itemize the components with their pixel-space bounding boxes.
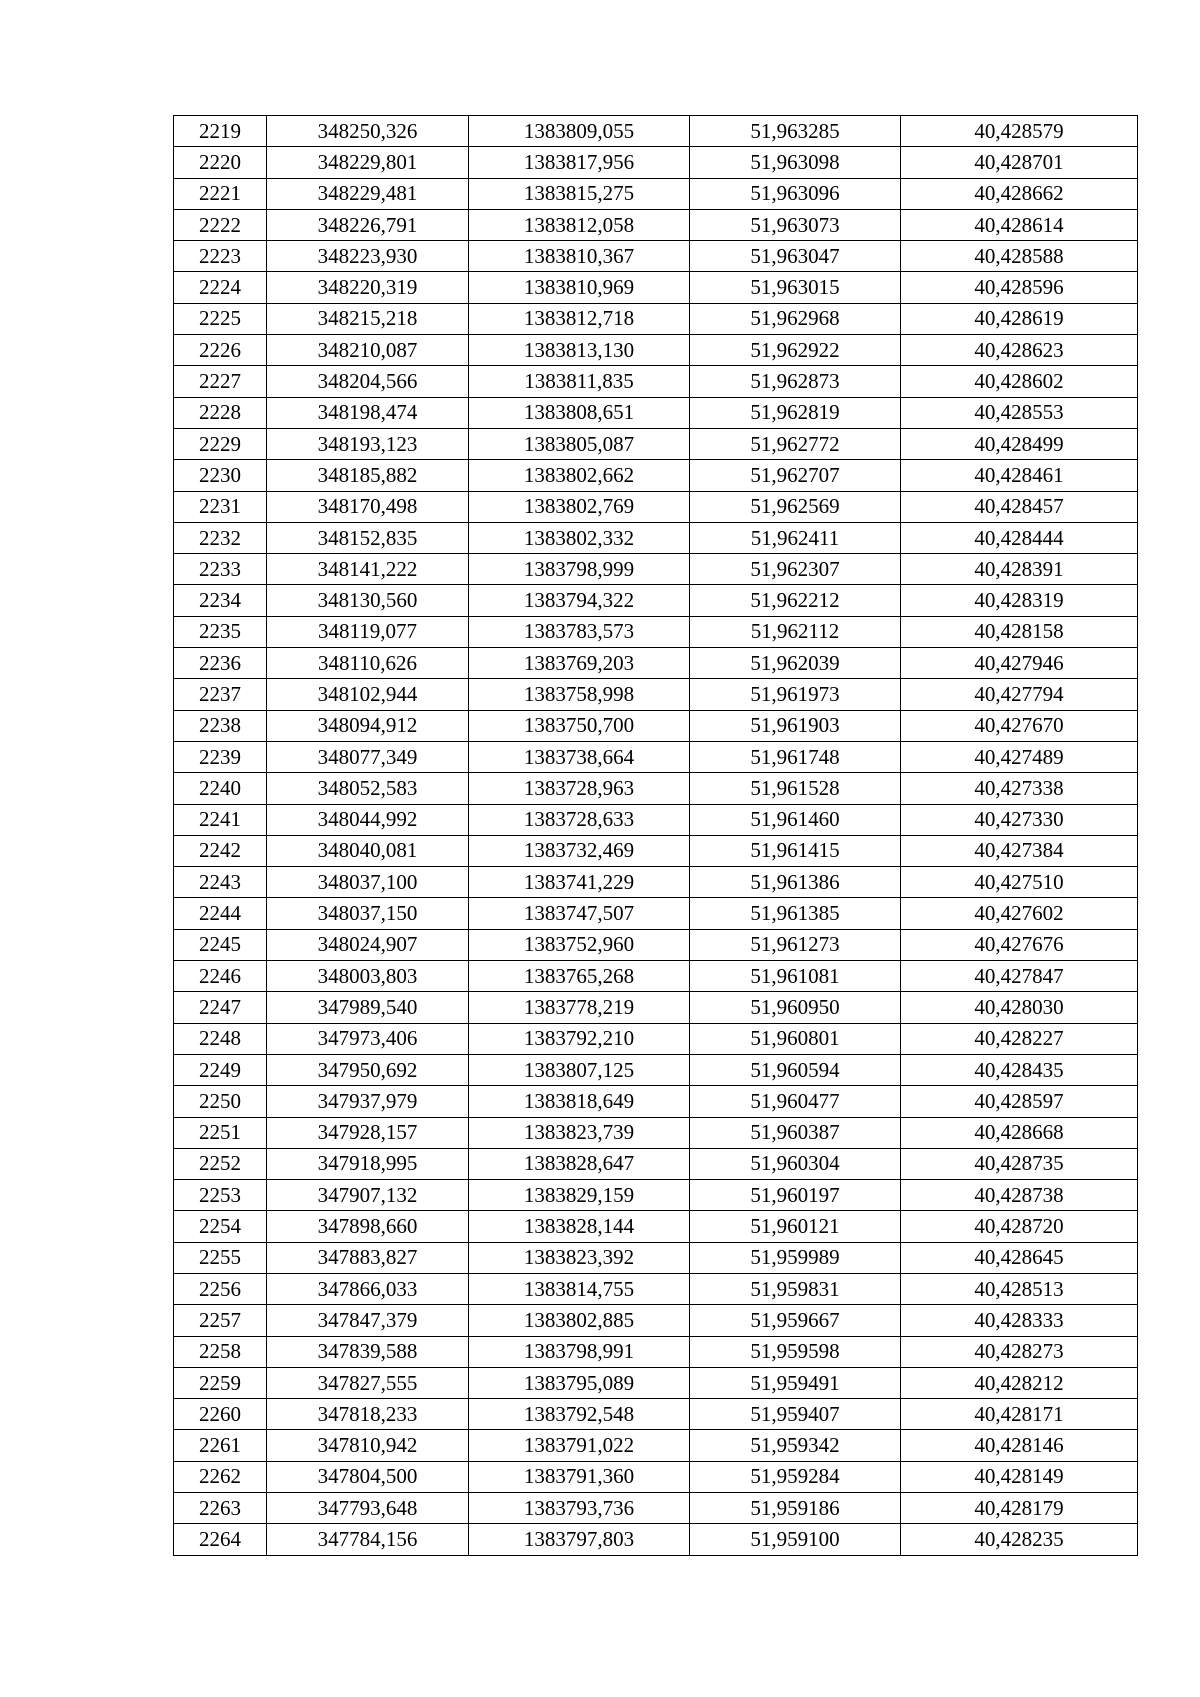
latitude-cell: 51,963073 bbox=[690, 209, 901, 240]
point-number-cell: 2232 bbox=[174, 522, 267, 553]
coordinates-table bbox=[173, 115, 1138, 1556]
longitude-cell: 40,427794 bbox=[901, 679, 1138, 710]
longitude-cell: 40,428588 bbox=[901, 241, 1138, 272]
x-coordinate-cell: 348198,474 bbox=[267, 397, 469, 428]
latitude-cell: 51,962411 bbox=[690, 522, 901, 553]
y-coordinate-cell: 1383791,360 bbox=[469, 1461, 690, 1492]
latitude-cell: 51,961903 bbox=[690, 710, 901, 741]
x-coordinate-cell: 347810,942 bbox=[267, 1430, 469, 1461]
point-number-cell: 2252 bbox=[174, 1148, 267, 1179]
x-coordinate-cell: 348102,944 bbox=[267, 679, 469, 710]
longitude-cell: 40,428701 bbox=[901, 147, 1138, 178]
table-row bbox=[174, 710, 1138, 741]
point-number-cell: 2222 bbox=[174, 209, 267, 240]
table-row bbox=[174, 1430, 1138, 1461]
longitude-cell: 40,428738 bbox=[901, 1180, 1138, 1211]
point-number-cell: 2242 bbox=[174, 835, 267, 866]
y-coordinate-cell: 1383798,999 bbox=[469, 554, 690, 585]
y-coordinate-cell: 1383793,736 bbox=[469, 1493, 690, 1524]
table-row bbox=[174, 648, 1138, 679]
table-row bbox=[174, 1117, 1138, 1148]
latitude-cell: 51,959989 bbox=[690, 1242, 901, 1273]
table-row bbox=[174, 992, 1138, 1023]
table-row bbox=[174, 1086, 1138, 1117]
longitude-cell: 40,428149 bbox=[901, 1461, 1138, 1492]
latitude-cell: 51,963285 bbox=[690, 116, 901, 147]
latitude-cell: 51,960477 bbox=[690, 1086, 901, 1117]
point-number-cell: 2226 bbox=[174, 335, 267, 366]
table-row bbox=[174, 679, 1138, 710]
point-number-cell: 2245 bbox=[174, 929, 267, 960]
longitude-cell: 40,428146 bbox=[901, 1430, 1138, 1461]
longitude-cell: 40,427489 bbox=[901, 741, 1138, 772]
x-coordinate-cell: 348130,560 bbox=[267, 585, 469, 616]
y-coordinate-cell: 1383802,885 bbox=[469, 1305, 690, 1336]
longitude-cell: 40,428623 bbox=[901, 335, 1138, 366]
latitude-cell: 51,962968 bbox=[690, 303, 901, 334]
x-coordinate-cell: 348119,077 bbox=[267, 616, 469, 647]
y-coordinate-cell: 1383828,144 bbox=[469, 1211, 690, 1242]
longitude-cell: 40,427330 bbox=[901, 804, 1138, 835]
latitude-cell: 51,962772 bbox=[690, 428, 901, 459]
y-coordinate-cell: 1383738,664 bbox=[469, 741, 690, 772]
y-coordinate-cell: 1383795,089 bbox=[469, 1367, 690, 1398]
table-row bbox=[174, 1336, 1138, 1367]
longitude-cell: 40,428179 bbox=[901, 1493, 1138, 1524]
point-number-cell: 2258 bbox=[174, 1336, 267, 1367]
x-coordinate-cell: 347804,500 bbox=[267, 1461, 469, 1492]
table-row bbox=[174, 397, 1138, 428]
x-coordinate-cell: 347973,406 bbox=[267, 1023, 469, 1054]
point-number-cell: 2223 bbox=[174, 241, 267, 272]
y-coordinate-cell: 1383823,739 bbox=[469, 1117, 690, 1148]
latitude-cell: 51,959186 bbox=[690, 1493, 901, 1524]
latitude-cell: 51,959667 bbox=[690, 1305, 901, 1336]
point-number-cell: 2238 bbox=[174, 710, 267, 741]
x-coordinate-cell: 348024,907 bbox=[267, 929, 469, 960]
point-number-cell: 2253 bbox=[174, 1180, 267, 1211]
y-coordinate-cell: 1383728,963 bbox=[469, 773, 690, 804]
longitude-cell: 40,428227 bbox=[901, 1023, 1138, 1054]
latitude-cell: 51,959100 bbox=[690, 1524, 901, 1555]
x-coordinate-cell: 348003,803 bbox=[267, 961, 469, 992]
longitude-cell: 40,428444 bbox=[901, 522, 1138, 553]
table-row bbox=[174, 303, 1138, 334]
coordinates-table-body bbox=[174, 116, 1138, 1556]
latitude-cell: 51,959342 bbox=[690, 1430, 901, 1461]
point-number-cell: 2220 bbox=[174, 147, 267, 178]
table-row bbox=[174, 241, 1138, 272]
x-coordinate-cell: 348193,123 bbox=[267, 428, 469, 459]
x-coordinate-cell: 348250,326 bbox=[267, 116, 469, 147]
y-coordinate-cell: 1383815,275 bbox=[469, 178, 690, 209]
latitude-cell: 51,960304 bbox=[690, 1148, 901, 1179]
x-coordinate-cell: 347928,157 bbox=[267, 1117, 469, 1148]
longitude-cell: 40,428668 bbox=[901, 1117, 1138, 1148]
y-coordinate-cell: 1383811,835 bbox=[469, 366, 690, 397]
table-row bbox=[174, 867, 1138, 898]
latitude-cell: 51,960387 bbox=[690, 1117, 901, 1148]
y-coordinate-cell: 1383812,718 bbox=[469, 303, 690, 334]
latitude-cell: 51,961973 bbox=[690, 679, 901, 710]
table-row bbox=[174, 1524, 1138, 1555]
point-number-cell: 2230 bbox=[174, 460, 267, 491]
x-coordinate-cell: 348185,882 bbox=[267, 460, 469, 491]
longitude-cell: 40,428461 bbox=[901, 460, 1138, 491]
table-row bbox=[174, 178, 1138, 209]
x-coordinate-cell: 348037,150 bbox=[267, 898, 469, 929]
point-number-cell: 2236 bbox=[174, 648, 267, 679]
latitude-cell: 51,963096 bbox=[690, 178, 901, 209]
point-number-cell: 2244 bbox=[174, 898, 267, 929]
x-coordinate-cell: 348044,992 bbox=[267, 804, 469, 835]
x-coordinate-cell: 348229,801 bbox=[267, 147, 469, 178]
latitude-cell: 51,959491 bbox=[690, 1367, 901, 1398]
point-number-cell: 2229 bbox=[174, 428, 267, 459]
y-coordinate-cell: 1383769,203 bbox=[469, 648, 690, 679]
y-coordinate-cell: 1383812,058 bbox=[469, 209, 690, 240]
x-coordinate-cell: 347989,540 bbox=[267, 992, 469, 1023]
y-coordinate-cell: 1383728,633 bbox=[469, 804, 690, 835]
point-number-cell: 2257 bbox=[174, 1305, 267, 1336]
x-coordinate-cell: 347839,588 bbox=[267, 1336, 469, 1367]
y-coordinate-cell: 1383792,210 bbox=[469, 1023, 690, 1054]
point-number-cell: 2254 bbox=[174, 1211, 267, 1242]
longitude-cell: 40,428391 bbox=[901, 554, 1138, 585]
y-coordinate-cell: 1383802,662 bbox=[469, 460, 690, 491]
longitude-cell: 40,427946 bbox=[901, 648, 1138, 679]
y-coordinate-cell: 1383791,022 bbox=[469, 1430, 690, 1461]
table-row bbox=[174, 961, 1138, 992]
y-coordinate-cell: 1383750,700 bbox=[469, 710, 690, 741]
latitude-cell: 51,962112 bbox=[690, 616, 901, 647]
longitude-cell: 40,428614 bbox=[901, 209, 1138, 240]
point-number-cell: 2241 bbox=[174, 804, 267, 835]
latitude-cell: 51,962039 bbox=[690, 648, 901, 679]
latitude-cell: 51,960197 bbox=[690, 1180, 901, 1211]
table-row bbox=[174, 1148, 1138, 1179]
x-coordinate-cell: 348094,912 bbox=[267, 710, 469, 741]
table-row bbox=[174, 1305, 1138, 1336]
x-coordinate-cell: 347883,827 bbox=[267, 1242, 469, 1273]
table-row bbox=[174, 1493, 1138, 1524]
y-coordinate-cell: 1383747,507 bbox=[469, 898, 690, 929]
longitude-cell: 40,428235 bbox=[901, 1524, 1138, 1555]
x-coordinate-cell: 347818,233 bbox=[267, 1399, 469, 1430]
point-number-cell: 2262 bbox=[174, 1461, 267, 1492]
latitude-cell: 51,959598 bbox=[690, 1336, 901, 1367]
latitude-cell: 51,963015 bbox=[690, 272, 901, 303]
table-row bbox=[174, 554, 1138, 585]
point-number-cell: 2260 bbox=[174, 1399, 267, 1430]
table-row bbox=[174, 491, 1138, 522]
y-coordinate-cell: 1383807,125 bbox=[469, 1054, 690, 1085]
table-row bbox=[174, 1211, 1138, 1242]
y-coordinate-cell: 1383810,367 bbox=[469, 241, 690, 272]
table-row bbox=[174, 522, 1138, 553]
x-coordinate-cell: 348226,791 bbox=[267, 209, 469, 240]
x-coordinate-cell: 347847,379 bbox=[267, 1305, 469, 1336]
longitude-cell: 40,428030 bbox=[901, 992, 1138, 1023]
latitude-cell: 51,960594 bbox=[690, 1054, 901, 1085]
latitude-cell: 51,962212 bbox=[690, 585, 901, 616]
x-coordinate-cell: 348052,583 bbox=[267, 773, 469, 804]
point-number-cell: 2240 bbox=[174, 773, 267, 804]
y-coordinate-cell: 1383802,769 bbox=[469, 491, 690, 522]
table-row bbox=[174, 804, 1138, 835]
x-coordinate-cell: 347827,555 bbox=[267, 1367, 469, 1398]
x-coordinate-cell: 347898,660 bbox=[267, 1211, 469, 1242]
x-coordinate-cell: 348037,100 bbox=[267, 867, 469, 898]
point-number-cell: 2251 bbox=[174, 1117, 267, 1148]
point-number-cell: 2239 bbox=[174, 741, 267, 772]
longitude-cell: 40,428553 bbox=[901, 397, 1138, 428]
point-number-cell: 2259 bbox=[174, 1367, 267, 1398]
longitude-cell: 40,428645 bbox=[901, 1242, 1138, 1273]
y-coordinate-cell: 1383829,159 bbox=[469, 1180, 690, 1211]
y-coordinate-cell: 1383823,392 bbox=[469, 1242, 690, 1273]
latitude-cell: 51,962922 bbox=[690, 335, 901, 366]
y-coordinate-cell: 1383792,548 bbox=[469, 1399, 690, 1430]
longitude-cell: 40,428662 bbox=[901, 178, 1138, 209]
longitude-cell: 40,428333 bbox=[901, 1305, 1138, 1336]
point-number-cell: 2247 bbox=[174, 992, 267, 1023]
y-coordinate-cell: 1383818,649 bbox=[469, 1086, 690, 1117]
x-coordinate-cell: 348220,319 bbox=[267, 272, 469, 303]
table-row bbox=[174, 616, 1138, 647]
longitude-cell: 40,427670 bbox=[901, 710, 1138, 741]
longitude-cell: 40,428513 bbox=[901, 1273, 1138, 1304]
table-row bbox=[174, 1367, 1138, 1398]
longitude-cell: 40,427384 bbox=[901, 835, 1138, 866]
longitude-cell: 40,428212 bbox=[901, 1367, 1138, 1398]
x-coordinate-cell: 348210,087 bbox=[267, 335, 469, 366]
latitude-cell: 51,962707 bbox=[690, 460, 901, 491]
point-number-cell: 2263 bbox=[174, 1493, 267, 1524]
latitude-cell: 51,959831 bbox=[690, 1273, 901, 1304]
latitude-cell: 51,963047 bbox=[690, 241, 901, 272]
point-number-cell: 2256 bbox=[174, 1273, 267, 1304]
point-number-cell: 2233 bbox=[174, 554, 267, 585]
longitude-cell: 40,428596 bbox=[901, 272, 1138, 303]
table-row bbox=[174, 460, 1138, 491]
table-row bbox=[174, 929, 1138, 960]
y-coordinate-cell: 1383817,956 bbox=[469, 147, 690, 178]
table-row bbox=[174, 898, 1138, 929]
latitude-cell: 51,962307 bbox=[690, 554, 901, 585]
latitude-cell: 51,961273 bbox=[690, 929, 901, 960]
point-number-cell: 2221 bbox=[174, 178, 267, 209]
longitude-cell: 40,428499 bbox=[901, 428, 1138, 459]
longitude-cell: 40,427338 bbox=[901, 773, 1138, 804]
table-row bbox=[174, 428, 1138, 459]
point-number-cell: 2231 bbox=[174, 491, 267, 522]
y-coordinate-cell: 1383810,969 bbox=[469, 272, 690, 303]
y-coordinate-cell: 1383752,960 bbox=[469, 929, 690, 960]
longitude-cell: 40,428158 bbox=[901, 616, 1138, 647]
x-coordinate-cell: 348152,835 bbox=[267, 522, 469, 553]
y-coordinate-cell: 1383798,991 bbox=[469, 1336, 690, 1367]
table-row bbox=[174, 585, 1138, 616]
point-number-cell: 2228 bbox=[174, 397, 267, 428]
latitude-cell: 51,961460 bbox=[690, 804, 901, 835]
x-coordinate-cell: 347793,648 bbox=[267, 1493, 469, 1524]
longitude-cell: 40,427602 bbox=[901, 898, 1138, 929]
point-number-cell: 2250 bbox=[174, 1086, 267, 1117]
longitude-cell: 40,428602 bbox=[901, 366, 1138, 397]
table-row bbox=[174, 1273, 1138, 1304]
x-coordinate-cell: 348223,930 bbox=[267, 241, 469, 272]
x-coordinate-cell: 348229,481 bbox=[267, 178, 469, 209]
latitude-cell: 51,962819 bbox=[690, 397, 901, 428]
point-number-cell: 2248 bbox=[174, 1023, 267, 1054]
longitude-cell: 40,428579 bbox=[901, 116, 1138, 147]
x-coordinate-cell: 348215,218 bbox=[267, 303, 469, 334]
y-coordinate-cell: 1383741,229 bbox=[469, 867, 690, 898]
table-row bbox=[174, 116, 1138, 147]
longitude-cell: 40,428457 bbox=[901, 491, 1138, 522]
point-number-cell: 2264 bbox=[174, 1524, 267, 1555]
longitude-cell: 40,428435 bbox=[901, 1054, 1138, 1085]
point-number-cell: 2255 bbox=[174, 1242, 267, 1273]
table-row bbox=[174, 1023, 1138, 1054]
table-row bbox=[174, 835, 1138, 866]
x-coordinate-cell: 348110,626 bbox=[267, 648, 469, 679]
longitude-cell: 40,428597 bbox=[901, 1086, 1138, 1117]
latitude-cell: 51,960121 bbox=[690, 1211, 901, 1242]
table-row bbox=[174, 366, 1138, 397]
y-coordinate-cell: 1383828,647 bbox=[469, 1148, 690, 1179]
longitude-cell: 40,427510 bbox=[901, 867, 1138, 898]
table-row bbox=[174, 1180, 1138, 1211]
longitude-cell: 40,428319 bbox=[901, 585, 1138, 616]
y-coordinate-cell: 1383794,322 bbox=[469, 585, 690, 616]
latitude-cell: 51,961748 bbox=[690, 741, 901, 772]
y-coordinate-cell: 1383797,803 bbox=[469, 1524, 690, 1555]
point-number-cell: 2235 bbox=[174, 616, 267, 647]
longitude-cell: 40,428171 bbox=[901, 1399, 1138, 1430]
x-coordinate-cell: 348204,566 bbox=[267, 366, 469, 397]
longitude-cell: 40,427847 bbox=[901, 961, 1138, 992]
longitude-cell: 40,427676 bbox=[901, 929, 1138, 960]
y-coordinate-cell: 1383802,332 bbox=[469, 522, 690, 553]
point-number-cell: 2227 bbox=[174, 366, 267, 397]
point-number-cell: 2234 bbox=[174, 585, 267, 616]
latitude-cell: 51,961528 bbox=[690, 773, 901, 804]
y-coordinate-cell: 1383778,219 bbox=[469, 992, 690, 1023]
x-coordinate-cell: 347937,979 bbox=[267, 1086, 469, 1117]
point-number-cell: 2237 bbox=[174, 679, 267, 710]
x-coordinate-cell: 347866,033 bbox=[267, 1273, 469, 1304]
latitude-cell: 51,959284 bbox=[690, 1461, 901, 1492]
point-number-cell: 2243 bbox=[174, 867, 267, 898]
point-number-cell: 2225 bbox=[174, 303, 267, 334]
longitude-cell: 40,428619 bbox=[901, 303, 1138, 334]
y-coordinate-cell: 1383808,651 bbox=[469, 397, 690, 428]
y-coordinate-cell: 1383813,130 bbox=[469, 335, 690, 366]
latitude-cell: 51,962873 bbox=[690, 366, 901, 397]
table-row bbox=[174, 773, 1138, 804]
x-coordinate-cell: 347918,995 bbox=[267, 1148, 469, 1179]
x-coordinate-cell: 347950,692 bbox=[267, 1054, 469, 1085]
latitude-cell: 51,962569 bbox=[690, 491, 901, 522]
table-row bbox=[174, 272, 1138, 303]
y-coordinate-cell: 1383732,469 bbox=[469, 835, 690, 866]
x-coordinate-cell: 348040,081 bbox=[267, 835, 469, 866]
point-number-cell: 2249 bbox=[174, 1054, 267, 1085]
x-coordinate-cell: 347784,156 bbox=[267, 1524, 469, 1555]
x-coordinate-cell: 348170,498 bbox=[267, 491, 469, 522]
latitude-cell: 51,960950 bbox=[690, 992, 901, 1023]
latitude-cell: 51,961386 bbox=[690, 867, 901, 898]
latitude-cell: 51,961081 bbox=[690, 961, 901, 992]
table-row bbox=[174, 147, 1138, 178]
y-coordinate-cell: 1383765,268 bbox=[469, 961, 690, 992]
longitude-cell: 40,428720 bbox=[901, 1211, 1138, 1242]
latitude-cell: 51,959407 bbox=[690, 1399, 901, 1430]
x-coordinate-cell: 348141,222 bbox=[267, 554, 469, 585]
table-row bbox=[174, 1242, 1138, 1273]
point-number-cell: 2246 bbox=[174, 961, 267, 992]
point-number-cell: 2224 bbox=[174, 272, 267, 303]
y-coordinate-cell: 1383758,998 bbox=[469, 679, 690, 710]
table-row bbox=[174, 209, 1138, 240]
latitude-cell: 51,961415 bbox=[690, 835, 901, 866]
latitude-cell: 51,961385 bbox=[690, 898, 901, 929]
point-number-cell: 2219 bbox=[174, 116, 267, 147]
x-coordinate-cell: 347907,132 bbox=[267, 1180, 469, 1211]
y-coordinate-cell: 1383809,055 bbox=[469, 116, 690, 147]
y-coordinate-cell: 1383814,755 bbox=[469, 1273, 690, 1304]
table-row bbox=[174, 1461, 1138, 1492]
point-number-cell: 2261 bbox=[174, 1430, 267, 1461]
table-row bbox=[174, 335, 1138, 366]
longitude-cell: 40,428273 bbox=[901, 1336, 1138, 1367]
table-row bbox=[174, 741, 1138, 772]
latitude-cell: 51,960801 bbox=[690, 1023, 901, 1054]
y-coordinate-cell: 1383783,573 bbox=[469, 616, 690, 647]
table-row bbox=[174, 1054, 1138, 1085]
longitude-cell: 40,428735 bbox=[901, 1148, 1138, 1179]
table-row bbox=[174, 1399, 1138, 1430]
x-coordinate-cell: 348077,349 bbox=[267, 741, 469, 772]
latitude-cell: 51,963098 bbox=[690, 147, 901, 178]
y-coordinate-cell: 1383805,087 bbox=[469, 428, 690, 459]
